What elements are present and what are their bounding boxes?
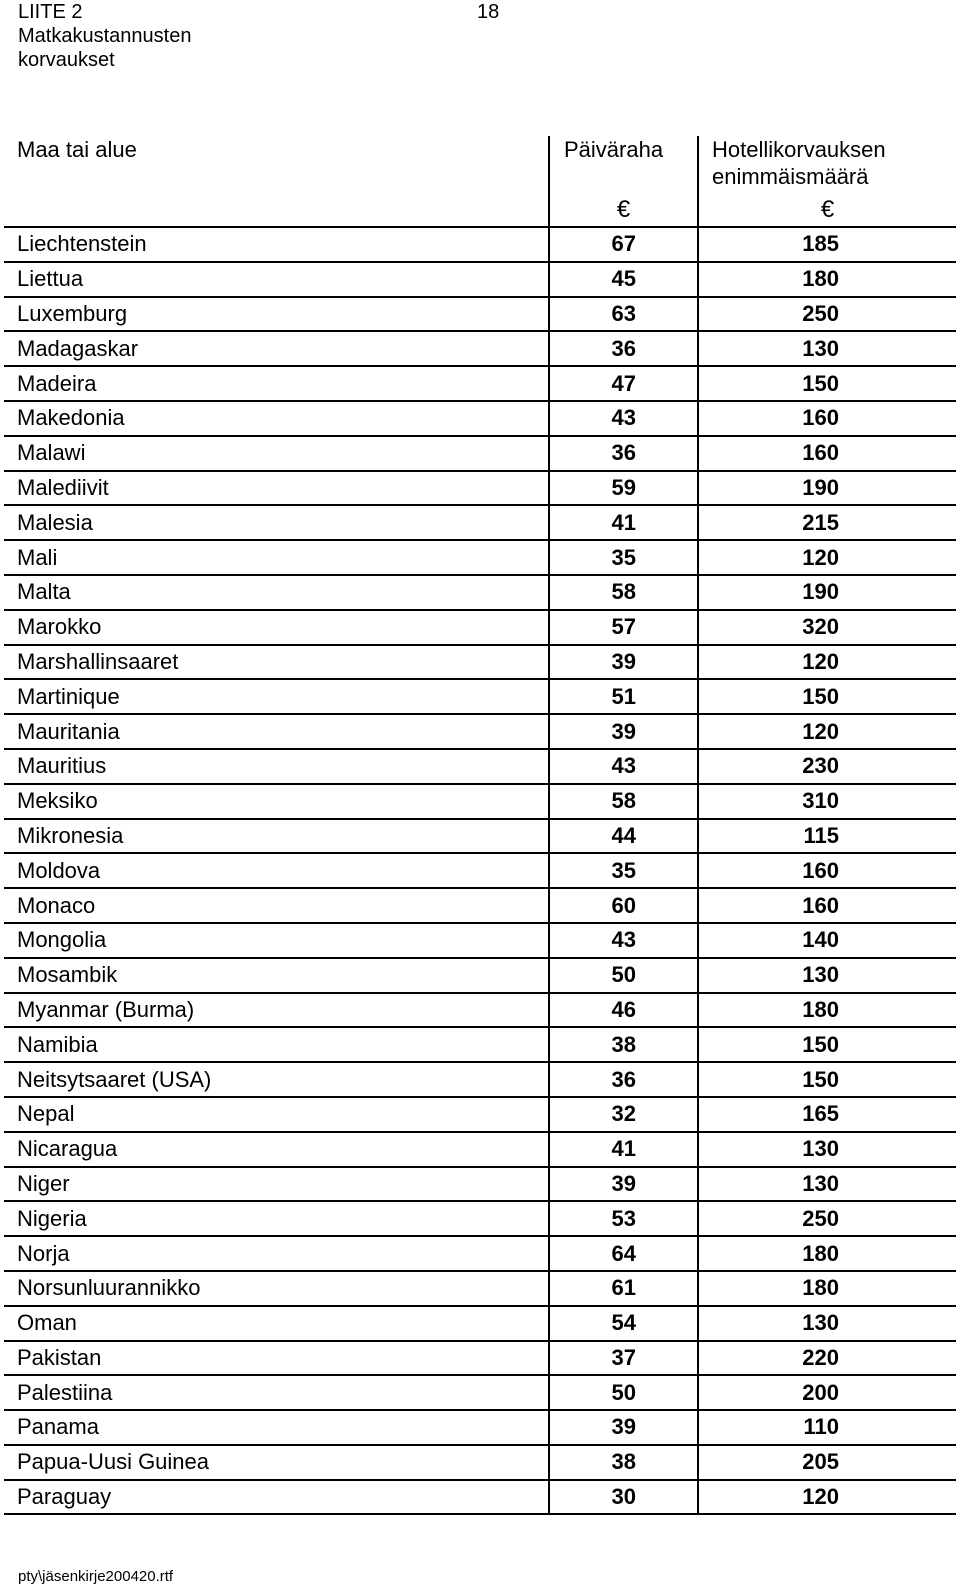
table-row (4, 993, 956, 1028)
country-cell: Mauritania (4, 714, 549, 749)
country-cell: Nigeria (4, 1201, 549, 1236)
daily-allowance-cell: 61 (549, 1271, 698, 1306)
country-cell: Oman (4, 1306, 549, 1341)
hotel-max-cell: 150 (698, 1027, 956, 1062)
country-cell: Mikronesia (4, 819, 549, 854)
hotel-max-cell: 180 (698, 1271, 956, 1306)
hotel-max-cell: 215 (698, 505, 956, 540)
table-row (4, 610, 956, 645)
table-row (4, 227, 956, 262)
hotel-max-cell: 120 (698, 714, 956, 749)
hotel-max-cell: 160 (698, 888, 956, 923)
country-cell: Nicaragua (4, 1132, 549, 1167)
table-row (4, 749, 956, 784)
daily-allowance-cell: 43 (549, 401, 698, 436)
hotel-max-cell: 165 (698, 1097, 956, 1132)
table-row (4, 1271, 956, 1306)
hotel-max-cell: 110 (698, 1410, 956, 1445)
table-body (4, 227, 956, 1514)
currency-daily: € (549, 192, 698, 227)
hotel-max-cell: 160 (698, 401, 956, 436)
table-row (4, 436, 956, 471)
daily-allowance-cell: 39 (549, 645, 698, 680)
hotel-max-cell: 130 (698, 958, 956, 993)
country-cell: Palestiina (4, 1375, 549, 1410)
table-row (4, 262, 956, 297)
daily-allowance-cell: 47 (549, 366, 698, 401)
hotel-max-cell: 120 (698, 1480, 956, 1515)
hotel-max-cell: 180 (698, 993, 956, 1028)
currency-hotel: € (698, 192, 956, 227)
daily-allowance-cell: 35 (549, 853, 698, 888)
country-cell: Myanmar (Burma) (4, 993, 549, 1028)
country-cell: Liechtenstein (4, 227, 549, 262)
table-row (4, 1375, 956, 1410)
country-cell: Marokko (4, 610, 549, 645)
hotel-max-cell: 120 (698, 540, 956, 575)
hotel-max-cell: 250 (698, 297, 956, 332)
country-cell: Madeira (4, 366, 549, 401)
country-cell: Malesia (4, 505, 549, 540)
hotel-max-cell: 130 (698, 1306, 956, 1341)
country-cell: Pakistan (4, 1341, 549, 1376)
document-title-line2: korvaukset (18, 49, 115, 71)
hotel-max-cell: 205 (698, 1445, 956, 1480)
column-header-country: Maa tai alue (17, 137, 137, 162)
daily-allowance-cell: 50 (549, 958, 698, 993)
country-cell: Mosambik (4, 958, 549, 993)
daily-allowance-cell: 43 (549, 923, 698, 958)
country-cell: Marshallinsaaret (4, 645, 549, 680)
country-cell: Namibia (4, 1027, 549, 1062)
table-row (4, 401, 956, 436)
table-row (4, 1236, 956, 1271)
column-header-hotel-line2: enimmäismäärä (712, 164, 869, 189)
table-row (4, 819, 956, 854)
daily-allowance-cell: 39 (549, 1167, 698, 1202)
daily-allowance-cell: 63 (549, 297, 698, 332)
column-header-daily-allowance: Päiväraha (549, 136, 698, 192)
hotel-max-cell: 220 (698, 1341, 956, 1376)
table-row (4, 1201, 956, 1236)
table-row (4, 1097, 956, 1132)
column-header-hotel-line1: Hotellikorvauksen (712, 137, 886, 162)
hotel-max-cell: 140 (698, 923, 956, 958)
hotel-max-cell: 230 (698, 749, 956, 784)
table-row (4, 1167, 956, 1202)
daily-allowance-cell: 50 (549, 1375, 698, 1410)
footer-filename: pty\jäsenkirje200420.rtf (18, 1568, 174, 1585)
country-cell: Niger (4, 1167, 549, 1202)
hotel-max-cell: 150 (698, 1062, 956, 1097)
appendix-label: LIITE 2 (18, 1, 83, 23)
hotel-max-cell: 130 (698, 331, 956, 366)
daily-allowance-cell: 37 (549, 1341, 698, 1376)
hotel-max-cell: 180 (698, 1236, 956, 1271)
country-cell: Luxemburg (4, 297, 549, 332)
hotel-max-cell: 130 (698, 1167, 956, 1202)
country-cell: Nepal (4, 1097, 549, 1132)
hotel-max-cell: 310 (698, 784, 956, 819)
country-cell: Mauritius (4, 749, 549, 784)
table-row (4, 784, 956, 819)
daily-allowance-cell: 35 (549, 540, 698, 575)
daily-allowance-cell: 60 (549, 888, 698, 923)
table-header-row (4, 136, 956, 192)
hotel-max-cell: 160 (698, 853, 956, 888)
country-cell: Malawi (4, 436, 549, 471)
table-row (4, 1445, 956, 1480)
daily-allowance-cell: 45 (549, 262, 698, 297)
daily-allowance-cell: 32 (549, 1097, 698, 1132)
hotel-max-cell: 180 (698, 262, 956, 297)
hotel-max-cell: 130 (698, 1132, 956, 1167)
hotel-max-cell: 320 (698, 610, 956, 645)
country-cell: Mongolia (4, 923, 549, 958)
document-title-line1: Matkakustannusten (18, 25, 192, 47)
page-number: 18 (477, 1, 500, 23)
table-row (4, 471, 956, 506)
daily-allowance-cell: 57 (549, 610, 698, 645)
table-row (4, 853, 956, 888)
daily-allowance-cell: 41 (549, 1132, 698, 1167)
column-header-hotel (698, 136, 956, 192)
hotel-max-cell: 190 (698, 471, 956, 506)
country-cell: Madagaskar (4, 331, 549, 366)
daily-allowance-cell: 36 (549, 436, 698, 471)
country-cell: Liettua (4, 262, 549, 297)
daily-allowance-cell: 30 (549, 1480, 698, 1515)
document-header (18, 0, 191, 72)
daily-allowance-cell: 58 (549, 575, 698, 610)
allowance-table (4, 136, 956, 1515)
country-cell: Martinique (4, 679, 549, 714)
country-cell: Meksiko (4, 784, 549, 819)
daily-allowance-cell: 67 (549, 227, 698, 262)
daily-allowance-cell: 44 (549, 819, 698, 854)
country-cell: Mali (4, 540, 549, 575)
table-row (4, 1410, 956, 1445)
country-cell: Panama (4, 1410, 549, 1445)
daily-allowance-cell: 38 (549, 1027, 698, 1062)
table-row (4, 1132, 956, 1167)
table-row (4, 923, 956, 958)
table-row (4, 366, 956, 401)
table-row (4, 505, 956, 540)
hotel-max-cell: 115 (698, 819, 956, 854)
daily-allowance-cell: 58 (549, 784, 698, 819)
table-row (4, 1341, 956, 1376)
table-row (4, 331, 956, 366)
daily-allowance-cell: 41 (549, 505, 698, 540)
hotel-max-cell: 150 (698, 679, 956, 714)
currency-blank-cell (4, 192, 549, 227)
daily-allowance-cell: 36 (549, 331, 698, 366)
hotel-max-cell: 185 (698, 227, 956, 262)
daily-allowance-cell: 53 (549, 1201, 698, 1236)
daily-allowance-cell: 59 (549, 471, 698, 506)
country-cell: Moldova (4, 853, 549, 888)
country-cell: Monaco (4, 888, 549, 923)
table-row (4, 540, 956, 575)
hotel-max-cell: 250 (698, 1201, 956, 1236)
table-row (4, 645, 956, 680)
country-cell: Paraguay (4, 1480, 549, 1515)
country-cell: Malta (4, 575, 549, 610)
table-row (4, 1306, 956, 1341)
country-cell: Neitsytsaaret (USA) (4, 1062, 549, 1097)
table-row (4, 958, 956, 993)
table-row (4, 1027, 956, 1062)
hotel-max-cell: 120 (698, 645, 956, 680)
country-cell: Norja (4, 1236, 549, 1271)
daily-allowance-cell: 39 (549, 714, 698, 749)
hotel-max-cell: 190 (698, 575, 956, 610)
table-row (4, 297, 956, 332)
country-cell: Malediivit (4, 471, 549, 506)
daily-allowance-cell: 64 (549, 1236, 698, 1271)
table-row (4, 714, 956, 749)
table-row (4, 575, 956, 610)
table-row (4, 888, 956, 923)
daily-allowance-cell: 43 (549, 749, 698, 784)
daily-allowance-cell: 54 (549, 1306, 698, 1341)
country-cell: Makedonia (4, 401, 549, 436)
table-row (4, 1480, 956, 1515)
daily-allowance-cell: 36 (549, 1062, 698, 1097)
daily-allowance-cell: 38 (549, 1445, 698, 1480)
table-row (4, 679, 956, 714)
hotel-max-cell: 150 (698, 366, 956, 401)
hotel-max-cell: 200 (698, 1375, 956, 1410)
daily-allowance-cell: 39 (549, 1410, 698, 1445)
country-cell: Norsunluurannikko (4, 1271, 549, 1306)
currency-row (4, 192, 956, 227)
country-cell: Papua-Uusi Guinea (4, 1445, 549, 1480)
daily-allowance-cell: 46 (549, 993, 698, 1028)
hotel-max-cell: 160 (698, 436, 956, 471)
table-row (4, 1062, 956, 1097)
daily-allowance-cell: 51 (549, 679, 698, 714)
